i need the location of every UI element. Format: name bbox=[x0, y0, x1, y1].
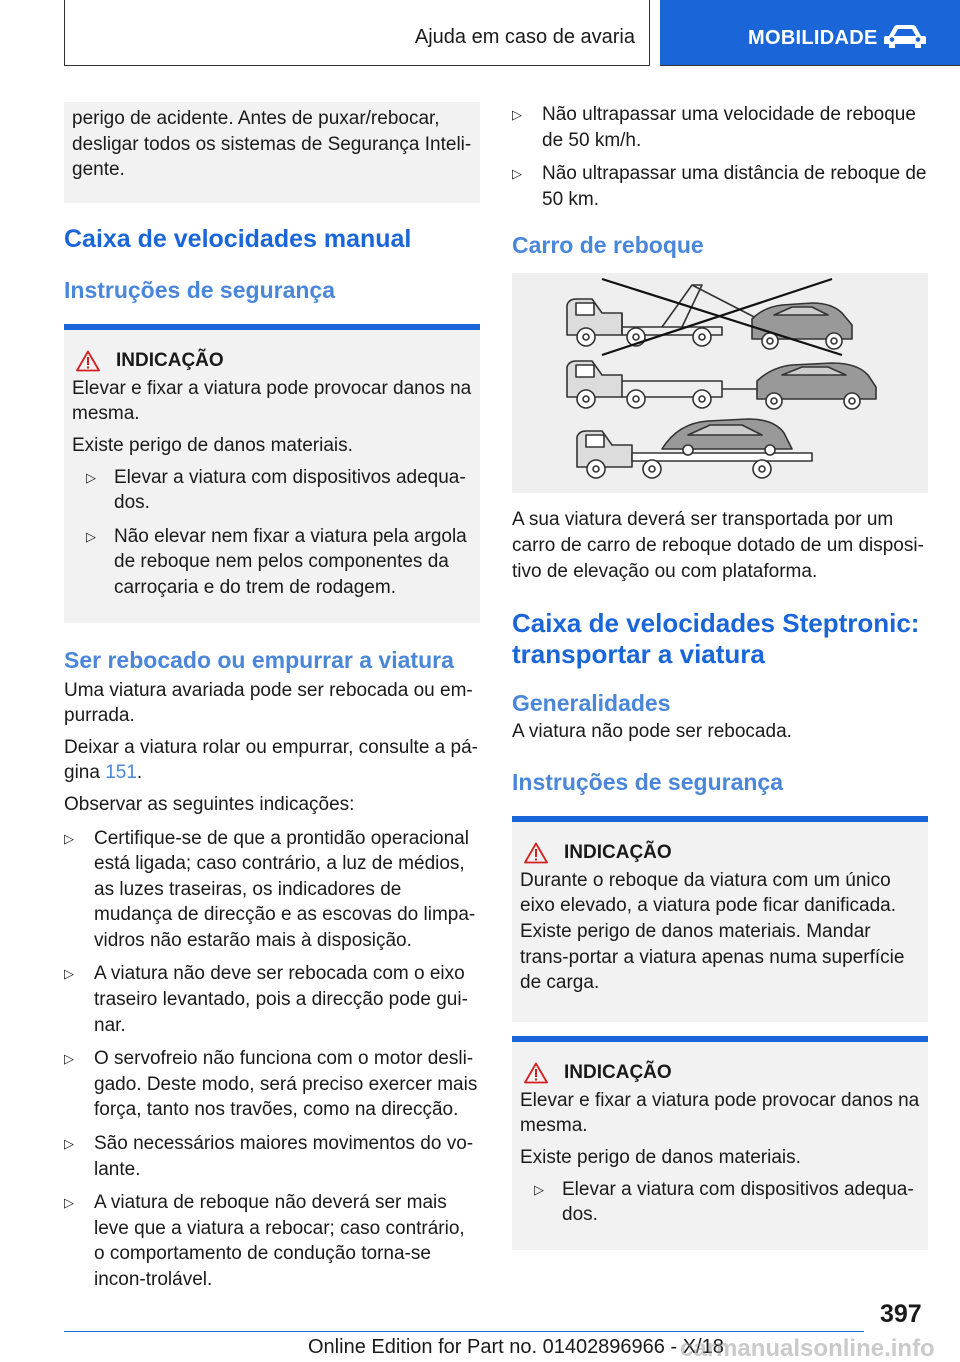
header-chapter-title: MOBILIDADE bbox=[748, 27, 878, 49]
warning-title-text: INDICAÇÃO bbox=[116, 349, 224, 371]
list-item: ▷ Não ultrapassar uma velocidade de reboque de 50 km/h. bbox=[512, 104, 916, 151]
warning-triangle-icon bbox=[524, 842, 548, 864]
page-number: 397 bbox=[880, 1300, 922, 1328]
warning-title bbox=[520, 842, 920, 864]
page-reference-link[interactable]: 151 bbox=[105, 762, 137, 784]
heading-steptronic: Caixa de velocidades Steptronic: transportar a viatura bbox=[512, 608, 920, 670]
warning-box bbox=[512, 816, 928, 1022]
car-icon bbox=[883, 24, 927, 50]
paragraph: Observar as seguintes indicações: bbox=[64, 793, 355, 815]
list-item: ▷ São necessários maiores movimentos do vo-lante. bbox=[64, 1133, 474, 1180]
heading-safety-instructions: Instruções de segurança bbox=[64, 276, 335, 303]
warning-text: Existe perigo de danos materiais. bbox=[520, 1146, 801, 1168]
warning-title bbox=[520, 1062, 920, 1084]
paragraph: A sua viatura deverá ser transportada por um carro de carro de reboque dotado de um disposi-tivo de elevação ou com plataforma. bbox=[512, 509, 924, 582]
warning-list bbox=[520, 1177, 920, 1228]
heading-tow-truck: Carro de reboque bbox=[512, 232, 704, 259]
footer-divider bbox=[64, 1331, 864, 1332]
list-item: ▷ A viatura não deve ser rebocada com o eixo traseiro levantado, pois a direcção pode gui-nar. bbox=[64, 963, 468, 1036]
warning-list bbox=[72, 465, 472, 601]
bullet-triangle-icon: ▷ bbox=[86, 528, 96, 544]
warning-text: Elevar e fixar a viatura pode provocar danos na mesma. bbox=[72, 377, 472, 425]
warning-box bbox=[512, 1036, 928, 1250]
list-item: ▷ A viatura de reboque não deverá ser mais leve que a viatura a rebocar; caso contrário, o comportamento de condução torna-se incon-trolável. bbox=[64, 1192, 465, 1290]
paragraph: A viatura não pode ser rebocada. bbox=[512, 721, 792, 743]
right-column bbox=[512, 102, 928, 1250]
bullet-triangle-icon: ▷ bbox=[512, 107, 522, 122]
warning-triangle-icon bbox=[524, 1062, 548, 1084]
bullet-triangle-icon: ▷ bbox=[64, 966, 74, 982]
list-item: ▷ O servofreio não funciona com o motor desli-gado. Deste modo, será preciso exercer mais força, tanto nos travões, como na direcção. bbox=[64, 1048, 478, 1121]
tow-truck-drawing bbox=[512, 273, 928, 493]
list-item: ▷ Não ultrapassar uma distância de reboque de 50 km. bbox=[512, 163, 927, 210]
paragraph: Uma viatura avariada pode ser rebocada ou em-purrada. bbox=[64, 679, 473, 727]
header-section-title: Ajuda em caso de avaria bbox=[414, 26, 635, 48]
bullet-triangle-icon: ▷ bbox=[64, 1195, 74, 1211]
warning-triangle-icon bbox=[76, 350, 100, 372]
warning-text: Existe perigo de danos materiais. bbox=[72, 434, 353, 456]
bullet-triangle-icon: ▷ bbox=[512, 166, 522, 182]
bullet-triangle-icon: ▷ bbox=[64, 830, 74, 846]
bullet-triangle-icon: ▷ bbox=[64, 1136, 74, 1152]
header-chapter-tab[interactable] bbox=[660, 0, 960, 66]
warning-text: Elevar e fixar a viatura pode provocar danos na mesma. bbox=[520, 1089, 920, 1137]
towing-list bbox=[64, 826, 480, 1293]
paragraph: Deixar a viatura rolar ou empurrar, consulte a pá-gina 151. bbox=[64, 736, 478, 784]
warning-text: Durante o reboque da viatura com um único eixo elevado, a viatura pode ficar danificada. Existe perigo de danos materiais. Mandar trans-portar a viatura apenas numa superfície de carga. bbox=[520, 869, 905, 994]
list-item: ▷ Não elevar nem fixar a viatura pela argola de reboque nem pelos componentes da carroçaria e do trem de rodagem. bbox=[86, 525, 467, 598]
footer-edition: Online Edition for Part no. 01402896966 - X/18 bbox=[308, 1336, 724, 1358]
heading-general: Generalidades bbox=[512, 690, 671, 717]
left-column bbox=[64, 102, 480, 1301]
previous-warning-continuation bbox=[64, 102, 480, 203]
towing-list-continued bbox=[512, 102, 928, 212]
warning-box bbox=[64, 324, 480, 623]
warning-title-text: INDICAÇÃO bbox=[564, 841, 672, 863]
list-item: ▷ Elevar a viatura com dispositivos adequa-dos. bbox=[534, 1178, 914, 1226]
list-item: ▷ Elevar a viatura com dispositivos adequa-dos. bbox=[86, 466, 466, 514]
watermark-logo: carmanualsonline.info bbox=[680, 1335, 935, 1362]
warning-title bbox=[72, 350, 472, 372]
bullet-triangle-icon: ▷ bbox=[86, 469, 96, 485]
header-section-box bbox=[64, 0, 650, 66]
tow-truck-illustration bbox=[512, 273, 928, 493]
previous-warning-text: perigo de acidente. Antes de puxar/rebocar, desligar todos os sistemas de Segurança Inteli-gente. bbox=[72, 108, 472, 181]
heading-safety-instructions-steptronic: Instruções de segurança bbox=[512, 768, 783, 795]
heading-manual-gearbox: Caixa de velocidades manual bbox=[64, 224, 412, 253]
bullet-triangle-icon: ▷ bbox=[534, 1181, 544, 1197]
list-item: ▷ Certifique-se de que a prontidão operacional está ligada; caso contrário, a luz de médios, as luzes traseiras, os indicadores de mudança de direcção e as escovas do limpa-vidros não estarão mais à disposição. bbox=[64, 827, 476, 951]
warning-title-text: INDICAÇÃO bbox=[564, 1061, 672, 1083]
bullet-triangle-icon: ▷ bbox=[64, 1051, 74, 1067]
heading-towing: Ser rebocado ou empurrar a viatura bbox=[64, 646, 454, 673]
